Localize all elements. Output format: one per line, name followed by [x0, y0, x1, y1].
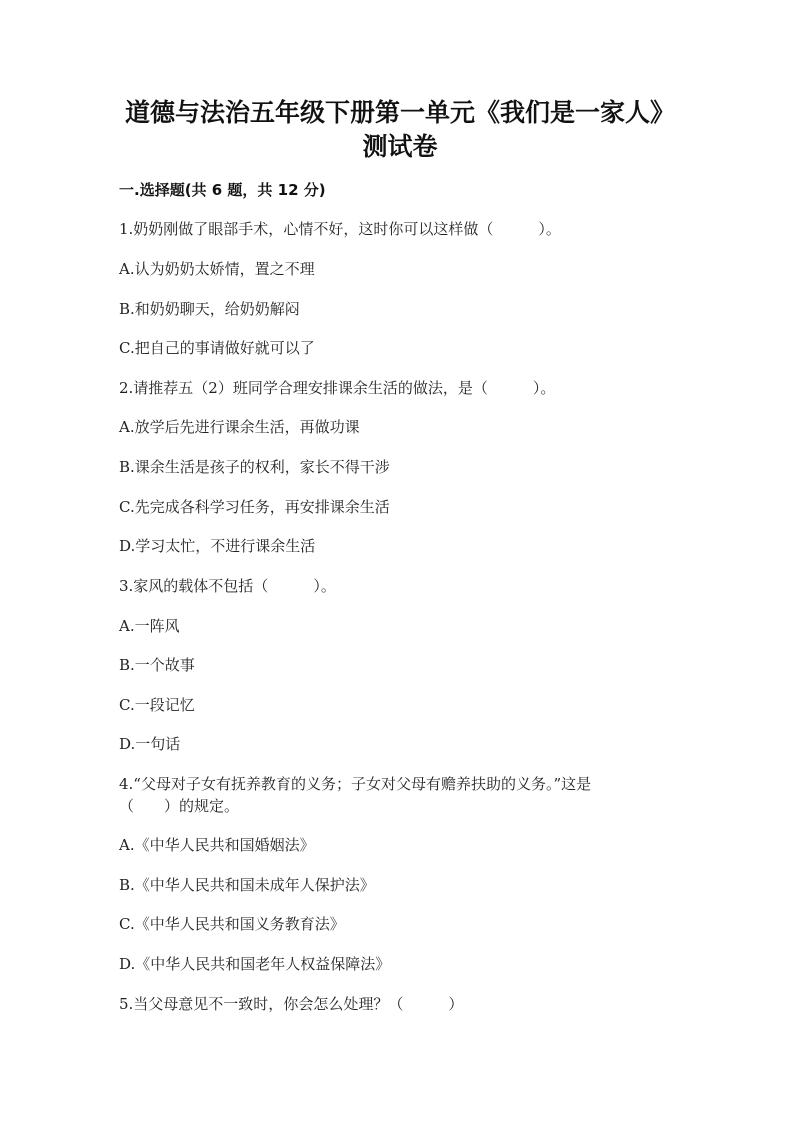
question-4-option-b: B.《中华人民共和国未成年人保护法》: [119, 876, 375, 894]
page-title: 道德与法治五年级下册第一单元《我们是一家人》: [124, 98, 675, 127]
question-2-option-a: A.放学后先进行课余生活，再做功课: [119, 418, 360, 436]
question-3-option-c: C.一段记忆: [119, 696, 195, 714]
question-2-option-b: B.课余生活是孩子的权利，家长不得干涉: [119, 458, 390, 476]
question-3-stem: 3.家风的载体不包括（ ）。: [119, 577, 336, 595]
question-4-option-a: A.《中华人民共和国婚姻法》: [119, 836, 315, 854]
question-2-option-d: D.学习太忙，不进行课余生活: [119, 537, 316, 555]
page-title-line2: 测试卷: [362, 132, 438, 161]
question-4-option-c: C.《中华人民共和国义务教育法》: [119, 915, 345, 933]
section-heading: 一.选择题(共 6 题，共 12 分): [119, 181, 326, 199]
question-4-stem-continued: （ ）的规定。: [119, 797, 240, 815]
question-3-option-a: A.一阵风: [119, 617, 180, 635]
question-3-option-d: D.一句话: [119, 735, 181, 753]
question-1-option-a: A.认为奶奶太娇情，置之不理: [119, 260, 315, 278]
question-5-stem: 5.当父母意见不一致时，你会怎么处理？（ ）: [119, 995, 464, 1013]
question-1-stem: 1.奶奶刚做了眼部手术，心情不好，这时你可以这样做（ ）。: [119, 220, 561, 238]
question-4-stem: 4.“父母对子女有抚养教育的义务；子女对父母有赡养扶助的义务。”这是: [119, 775, 592, 793]
question-3-option-b: B.一个故事: [119, 656, 195, 674]
question-2-stem: 2.请推荐五（2）班同学合理安排课余生活的做法，是（ ）。: [119, 379, 556, 397]
question-1-option-b: B.和奶奶聊天，给奶奶解闷: [119, 300, 300, 318]
question-1-option-c: C.把自己的事请做好就可以了: [119, 339, 315, 357]
question-4-option-d: D.《中华人民共和国老年人权益保障法》: [119, 955, 391, 973]
question-2-option-c: C.先完成各科学习任务，再安排课余生活: [119, 498, 390, 516]
